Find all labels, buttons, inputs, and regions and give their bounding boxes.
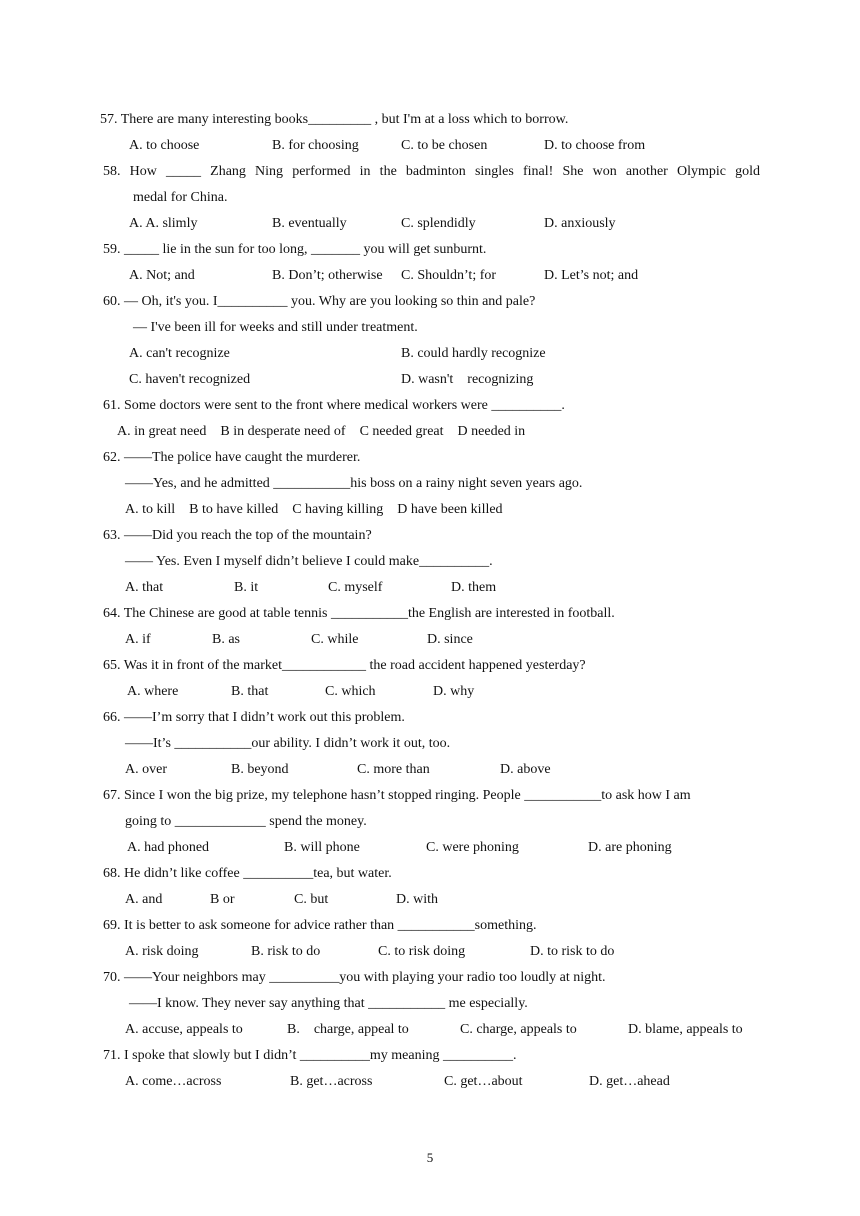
question-71 [0, 1046, 860, 1066]
option-c: C. splendidly [401, 216, 476, 231]
question-61 [0, 396, 860, 416]
question-continuation [0, 552, 860, 572]
option-a: A. to choose [129, 138, 200, 153]
option-d: D. to risk to do [530, 944, 615, 959]
question-57 [0, 110, 860, 130]
answer-options [0, 890, 860, 910]
option-d: D. above [500, 762, 551, 777]
dialogue-reply: ——I know. They never say anything that ___________ me especially. [129, 996, 528, 1011]
options-line: A. in great need B in desperate need of C needed great D needed in [117, 424, 526, 439]
question-60 [0, 292, 860, 312]
option-c: C. haven't recognized [129, 372, 251, 387]
question-stem: 71. I spoke that slowly but I didn’t __________my meaning __________. [103, 1048, 517, 1063]
option-d: D. anxiously [544, 216, 616, 231]
option-a: A. over [125, 762, 167, 777]
option-c: C. to be chosen [401, 138, 488, 153]
answer-options [0, 942, 860, 962]
option-b: B. beyond [231, 762, 289, 777]
question-stem: 58. How _____ Zhang Ning performed in the badminton singles final! She won another Olympic gold [103, 164, 760, 179]
option-a: A. Not; and [129, 268, 195, 283]
option-d: D. to choose from [544, 138, 646, 153]
question-stem: 64. The Chinese are good at table tennis ___________the English are interested in football. [103, 606, 615, 621]
answer-options [0, 838, 860, 858]
option-b: B. as [212, 632, 240, 647]
answer-options [0, 1020, 860, 1040]
question-stem-continuation: going to _____________ spend the money. [125, 814, 367, 829]
answer-options [0, 578, 860, 598]
question-continuation [0, 734, 860, 754]
option-a: A. if [125, 632, 151, 647]
option-b: B. could hardly recognize [401, 346, 546, 361]
dialogue-reply: — I've been ill for weeks and still under treatment. [133, 320, 418, 335]
question-65 [0, 656, 860, 676]
question-62 [0, 448, 860, 468]
question-64 [0, 604, 860, 624]
answer-options [0, 370, 860, 390]
option-d: D. blame, appeals to [628, 1022, 743, 1037]
option-b: B. for choosing [272, 138, 359, 153]
option-a: A. risk doing [125, 944, 199, 959]
question-stem: 67. Since I won the big prize, my telephone hasn’t stopped ringing. People ___________to ask how I am [103, 788, 691, 803]
option-d: D. since [427, 632, 473, 647]
option-c: C. but [294, 892, 329, 907]
answer-options [0, 500, 860, 520]
option-d: D. Let’s not; and [544, 268, 639, 283]
option-b: B. that [231, 684, 269, 699]
question-continuation [0, 188, 860, 208]
option-d: D. wasn't recognizing [401, 372, 534, 387]
option-d: D. get…ahead [589, 1074, 670, 1089]
option-d: D. why [433, 684, 475, 699]
option-d: D. with [396, 892, 438, 907]
answer-options [0, 1072, 860, 1092]
question-stem: 61. Some doctors were sent to the front where medical workers were __________. [103, 398, 565, 413]
option-b: B. will phone [284, 840, 360, 855]
question-stem: 62. ——The police have caught the murderer. [103, 450, 361, 465]
question-continuation [0, 318, 860, 338]
question-66 [0, 708, 860, 728]
answer-options [0, 136, 860, 156]
question-stem: 60. — Oh, it's you. I__________ you. Why are you looking so thin and pale? [103, 294, 536, 309]
question-67 [0, 786, 860, 806]
option-a: A. A. slimly [129, 216, 198, 231]
answer-options [0, 266, 860, 286]
option-c: C. were phoning [426, 840, 519, 855]
question-stem: 69. It is better to ask someone for advice rather than ___________something. [103, 918, 537, 933]
option-b: B or [210, 892, 235, 907]
option-a: A. come…across [125, 1074, 222, 1089]
answer-options [0, 344, 860, 364]
question-63 [0, 526, 860, 546]
dialogue-reply: —— Yes. Even I myself didn’t believe I could make__________. [125, 554, 493, 569]
option-d: D. are phoning [588, 840, 672, 855]
question-stem: 63. ——Did you reach the top of the mountain? [103, 528, 372, 543]
question-68 [0, 864, 860, 884]
option-c: C. charge, appeals to [460, 1022, 577, 1037]
answer-options [0, 630, 860, 650]
answer-options [0, 760, 860, 780]
option-c: C. Shouldn’t; for [401, 268, 497, 283]
option-c: C. to risk doing [378, 944, 466, 959]
page-footer [0, 1128, 860, 1165]
option-a: A. can't recognize [129, 346, 230, 361]
option-c: C. more than [357, 762, 430, 777]
option-c: C. get…about [444, 1074, 523, 1089]
page-number: 5 [426, 1150, 434, 1165]
option-a: A. that [125, 580, 164, 595]
dialogue-reply: ——It’s ___________our ability. I didn’t work it out, too. [125, 736, 451, 751]
option-a: A. accuse, appeals to [125, 1022, 243, 1037]
question-69 [0, 916, 860, 936]
option-b: B. charge, appeal to [287, 1022, 409, 1037]
option-c: C. myself [328, 580, 383, 595]
question-stem: 57. There are many interesting books_________ , but I'm at a loss which to borrow. [100, 112, 569, 127]
question-continuation [0, 994, 860, 1014]
option-c: C. which [325, 684, 376, 699]
question-stem: 70. ——Your neighbors may __________you with playing your radio too loudly at night. [103, 970, 606, 985]
option-b: B. it [234, 580, 259, 595]
question-stem-continuation: medal for China. [133, 190, 228, 205]
answer-options [0, 214, 860, 234]
answer-options [0, 422, 860, 442]
question-stem: 66. ——I’m sorry that I didn’t work out this problem. [103, 710, 405, 725]
dialogue-reply: ——Yes, and he admitted ___________his boss on a rainy night seven years ago. [125, 476, 583, 491]
question-stem: 68. He didn’t like coffee __________tea, but water. [103, 866, 392, 881]
option-b: B. get…across [290, 1074, 373, 1089]
answer-options [0, 682, 860, 702]
question-58 [0, 162, 860, 182]
question-70 [0, 968, 860, 988]
option-c: C. while [311, 632, 359, 647]
option-b: B. risk to do [251, 944, 321, 959]
option-a: A. and [125, 892, 163, 907]
option-a: A. had phoned [127, 840, 210, 855]
question-continuation [0, 474, 860, 494]
question-continuation [0, 812, 860, 832]
option-b: B. eventually [272, 216, 347, 231]
option-a: A. where [127, 684, 179, 699]
option-b: B. Don’t; otherwise [272, 268, 383, 283]
question-stem: 59. _____ lie in the sun for too long, _______ you will get sunburnt. [103, 242, 487, 257]
options-line: A. to kill B to have killed C having killing D have been killed [125, 502, 503, 517]
question-stem: 65. Was it in front of the market____________ the road accident happened yesterday? [103, 658, 586, 673]
question-59 [0, 240, 860, 260]
option-d: D. them [451, 580, 497, 595]
